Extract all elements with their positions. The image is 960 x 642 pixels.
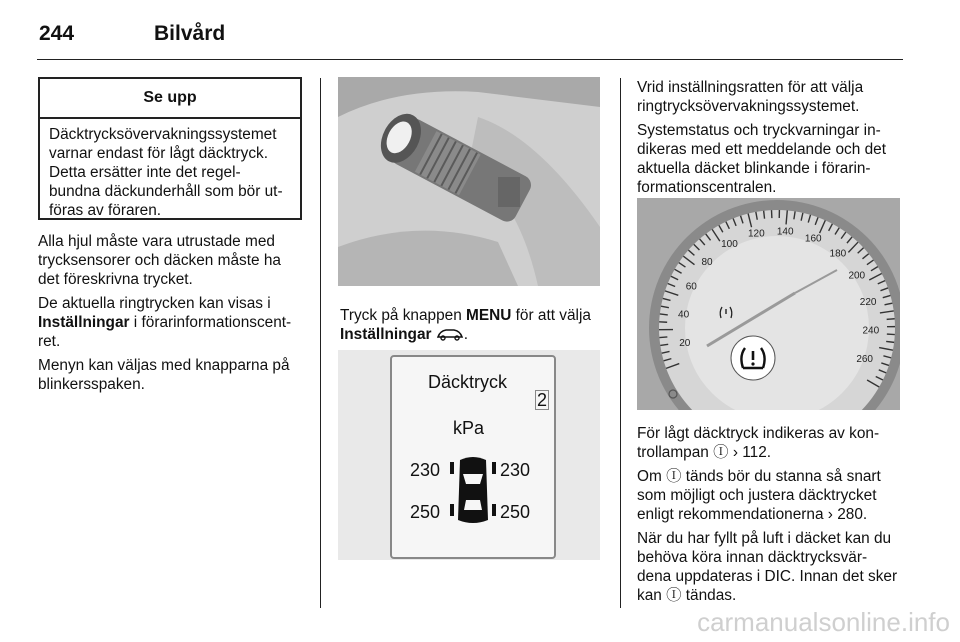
display-page-indicator: 2 (537, 390, 548, 410)
paragraph (340, 306, 612, 344)
speedometer-label: 60 (685, 281, 697, 293)
speedometer-label: 180 (829, 248, 847, 260)
text-line: trycksensorer och däcken måste ha (38, 252, 281, 269)
paragraph (637, 424, 905, 462)
speedometer-tick (659, 337, 667, 338)
column-1-body (38, 232, 310, 399)
tire-front-left-value: 230 (410, 460, 441, 480)
settings-term: Inställningar (38, 314, 130, 331)
page-reference[interactable]: 280. (837, 506, 868, 523)
column-3-body-bottom (637, 424, 905, 610)
paragraph (38, 232, 310, 289)
menu-term: MENU (466, 307, 512, 324)
text-line: behöva köra innan däcktrycksvär- (637, 549, 868, 566)
chapter-title: Bilvård (154, 22, 226, 45)
speedometer-label: 20 (679, 338, 691, 350)
page-number: 244 (39, 22, 75, 45)
speedometer-label: 140 (776, 226, 794, 238)
text-line: dikeras med ett meddelande och det (637, 141, 886, 158)
tire-pressure-warning-icon: Ⓘ (713, 444, 729, 461)
column-3-body-top (637, 78, 905, 202)
text-line: för att välja (511, 307, 591, 324)
speedometer-label: 200 (848, 270, 866, 282)
caution-line: varnar endast för lågt däcktryck. (49, 145, 268, 162)
text-line: kan (637, 587, 667, 604)
column-divider-1 (320, 78, 321, 608)
watermark: carmanualsonline.info (697, 607, 950, 637)
display-unit: kPa (453, 418, 485, 438)
settings-term: Inställningar (340, 326, 432, 343)
speedometer-label: 120 (748, 228, 765, 240)
text-line: ringtrycksövervakningssystemet. (637, 98, 860, 115)
text-line: Alla hjul måste vara utrustade med (38, 233, 275, 250)
text-line: i förarinformationscent- (129, 314, 292, 331)
tire-rear-left-value: 250 (410, 502, 441, 522)
turn-signal-stalk-image (338, 77, 600, 286)
caution-line: föras av föraren. (49, 202, 162, 219)
paragraph (38, 356, 310, 394)
text-line: . (463, 326, 469, 343)
caution-text (40, 119, 300, 226)
page-reference-arrow-icon: › (827, 506, 833, 523)
text-line: formationscentralen. (637, 179, 777, 196)
page-reference[interactable]: 112. (742, 444, 772, 461)
text-line: blinkersspaken. (38, 376, 145, 393)
paragraph (637, 121, 905, 197)
speedometer-label: 80 (701, 257, 713, 269)
speedometer-label: 100 (721, 238, 738, 250)
text-line: trollampan (637, 444, 714, 461)
header-divider (37, 59, 903, 60)
tire-pressure-warning-icon: Ⓘ (666, 587, 682, 604)
caution-box (38, 77, 302, 220)
speedometer-image (637, 198, 900, 410)
caution-line: Detta ersätter inte det regel- (49, 164, 241, 181)
text-line: det föreskrivna trycket. (38, 271, 193, 288)
caution-title: Se upp (40, 79, 300, 119)
speedometer-label: 40 (678, 309, 690, 321)
tire-rear-right-value: 250 (500, 502, 531, 522)
text-line: Om (637, 468, 667, 485)
text-line: tänds bör du stanna så snart (681, 468, 881, 485)
speedometer-tick (764, 211, 765, 219)
speedometer-label: 160 (804, 233, 822, 245)
car-settings-icon (436, 327, 464, 341)
tire-front-right-value: 230 (500, 460, 531, 480)
page-header (37, 14, 903, 54)
paragraph (637, 78, 905, 116)
page-reference-arrow-icon: › (732, 444, 738, 461)
text-line: tändas. (681, 587, 737, 604)
dic-display-image (338, 350, 600, 560)
speedometer-label: 220 (859, 296, 877, 308)
speedometer-tick (660, 314, 668, 315)
text-line: När du har fyllt på luft i däcket kan du (637, 530, 892, 547)
text-line: Vrid inställningsratten för att välja (637, 79, 864, 96)
speedometer-label: 240 (862, 325, 880, 337)
display-title: Däcktryck (428, 372, 508, 392)
text-line: dena uppdateras i DIC. Innan det sker (637, 568, 898, 585)
paragraph (637, 529, 905, 605)
column-2-body (340, 306, 612, 349)
text-line: aktuella däcket blinkande i förarin- (637, 160, 871, 177)
caution-line: bundna däckunderhåll som bör ut- (49, 183, 283, 200)
paragraph (637, 467, 905, 524)
speedometer-tick (887, 319, 895, 320)
text-line: För lågt däcktryck indikeras av kon- (637, 425, 880, 442)
speedometer-tick (886, 341, 894, 342)
paragraph (38, 294, 310, 351)
car-topview-icon (448, 456, 498, 526)
text-line: enligt rekommendationerna (637, 506, 828, 523)
caution-line: Däcktrycksövervakningssystemet (49, 126, 277, 143)
text-line: De aktuella ringtrycken kan visas i (38, 295, 271, 312)
tire-pressure-warning-icon: Ⓘ (666, 468, 682, 485)
column-divider-2 (620, 78, 621, 608)
text-line: Systemstatus och tryckvarningar in- (637, 122, 881, 139)
text-line: ret. (38, 333, 61, 350)
text-line: Menyn kan väljas med knapparna på (38, 357, 290, 374)
text-line: som möjligt och justera däcktrycket (637, 487, 877, 504)
text-line: Tryck på knappen (340, 307, 467, 324)
speedometer-label: 260 (856, 353, 874, 365)
